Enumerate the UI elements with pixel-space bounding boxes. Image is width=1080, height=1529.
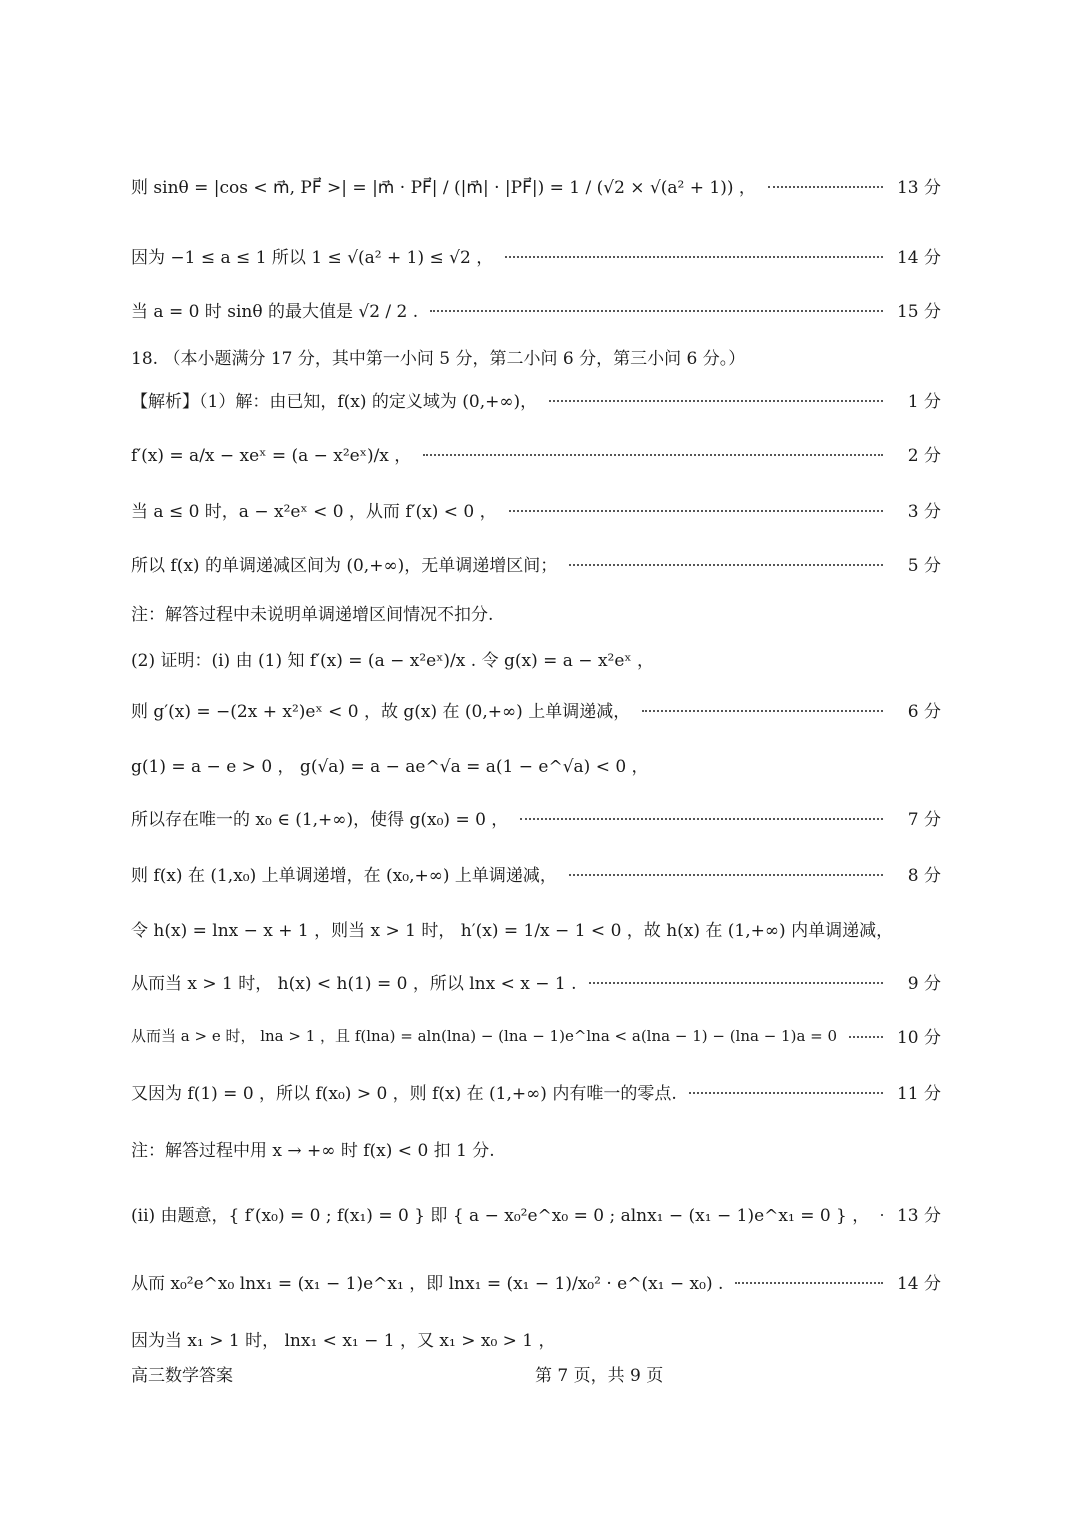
answer-line-17 [131,1020,941,1050]
line-text: 从而 x₀²e^x₀ lnx₁ = (x₁ − 1)e^x₁ ，即 lnx₁ = (x₁ − 1)/x₀² · e^(x₁ − x₀) . [131,1273,724,1294]
line-text: 从而当 a > e 时， lna > 1 ，且 f(lna) = aln(lna) − (lna − 1)e^lna < a(lna − 1) − (lna − 1)a = 0 [131,1026,838,1045]
dot-leader [881,1214,883,1216]
score-label: 10 分 [896,1027,941,1048]
line-text: 从而当 x > 1 时， h(x) < h(1) = 0 ，所以 lnx < x − 1 . [131,973,577,994]
dot-leader [569,874,883,876]
score-label: 7 分 [907,809,941,830]
line-text: 所以 f(x) 的单调递减区间为 (0,+∞)，无单调递增区间； [131,555,558,576]
note-2: 注：解答过程中用 x → +∞ 时 f(x) < 0 扣 1 分. [131,1141,495,1161]
score-label: 13 分 [896,1205,941,1226]
line-text: 则 g′(x) = −(2x + x²)eˣ < 0 ，故 g(x) 在 (0,+∞) 上单调递减， [131,701,631,722]
answer-line-11 [131,694,941,724]
answer-line-14 [131,858,941,888]
score-label: 3 分 [907,501,941,522]
dot-leader [509,510,883,512]
dot-leader [768,186,883,188]
line-text: f′(x) = a/x − xeˣ = (a − x²eˣ)/x ， [131,445,412,466]
dot-leader [505,256,883,258]
footer-page-number: 第 7 页，共 9 页 [535,1366,664,1386]
answer-line-2 [131,240,941,270]
score-label: 2 分 [907,445,941,466]
dot-leader [423,454,883,456]
line-text: 所以存在唯一的 x₀ ∈ (1,+∞)，使得 g(x₀) = 0 ， [131,809,509,830]
answer-line-21 [131,1266,941,1296]
dot-leader [589,982,883,984]
answer-line-12: g(1) = a − e > 0 ， g(√a) = a − ae^√a = a(1 − e^√a) < 0 ， [131,757,649,777]
line-text: 又因为 f(1) = 0 ，所以 f(x₀) > 0 ，则 f(x) 在 (1,+∞) 内有唯一的零点. [131,1083,677,1104]
line-text: 当 a = 0 时 sinθ 的最大值是 √2 / 2 . [131,301,419,322]
answer-line-5 [131,384,941,414]
answer-line-7 [131,494,941,524]
score-label: 8 分 [907,865,941,886]
line-text: 则 sinθ = |cos < m⃗, PF⃗ >| = |m⃗ · PF⃗| / (|m⃗| · |PF⃗|) = 1 / (√2 × √(a² + 1)) ， [131,177,756,198]
line-text: (ii) 由题意，{ f′(x₀) = 0 ; f(x₁) = 0 } 即 { a − x₀²e^x₀ = 0 ; alnx₁ − (x₁ − 1)e^x₁ = 0 } ， [131,1205,870,1226]
note-1: 注：解答过程中未说明单调递增区间情况不扣分. [131,605,494,625]
answer-line-6 [131,438,941,468]
answer-line-8 [131,548,941,578]
dot-leader [689,1092,883,1094]
dot-leader [549,400,883,402]
dot-leader [520,818,883,820]
score-label: 5 分 [907,555,941,576]
footer-subject: 高三数学答案 [131,1366,233,1386]
question-18-heading: 18. （本小题满分 17 分，其中第一小问 5 分，第二小问 6 分，第三小问 6 分。） [131,349,746,369]
dot-leader [849,1036,883,1038]
dot-leader [642,710,883,712]
score-label: 9 分 [907,973,941,994]
answer-line-1 [131,170,941,200]
answer-line-16 [131,966,941,996]
dot-leader [735,1282,883,1284]
score-label: 1 分 [907,391,941,412]
line-text: 【解析】（1）解：由已知，f(x) 的定义域为 (0,+∞)， [131,391,538,412]
proof-intro: (2) 证明：(i) 由 (1) 知 f′(x) = (a − x²eˣ)/x . 令 g(x) = a − x²eˣ ， [131,651,655,671]
score-label: 13 分 [896,177,941,198]
dot-leader [569,564,883,566]
score-label: 15 分 [896,301,941,322]
dot-leader [430,310,883,312]
line-text: 因为 −1 ≤ a ≤ 1 所以 1 ≤ √(a² + 1) ≤ √2 ， [131,247,494,268]
line-text: 当 a ≤ 0 时，a − x²eˣ < 0 ，从而 f′(x) < 0 ， [131,501,497,522]
score-label: 14 分 [896,1273,941,1294]
answer-line-20 [131,1198,941,1228]
answer-line-22: 因为当 x₁ > 1 时， lnx₁ < x₁ − 1 ，又 x₁ > x₀ > 1 ， [131,1331,556,1351]
answer-line-15: 令 h(x) = lnx − x + 1 ，则当 x > 1 时， h′(x) = 1/x − 1 < 0 ，故 h(x) 在 (1,+∞) 内单调递减， [131,921,894,941]
answer-line-13 [131,802,941,832]
score-label: 11 分 [896,1083,941,1104]
answer-line-3 [131,294,941,324]
score-label: 14 分 [896,247,941,268]
score-label: 6 分 [907,701,941,722]
line-text: 则 f(x) 在 (1,x₀) 上单调递增，在 (x₀,+∞) 上单调递减， [131,865,557,886]
answer-line-18 [131,1076,941,1106]
